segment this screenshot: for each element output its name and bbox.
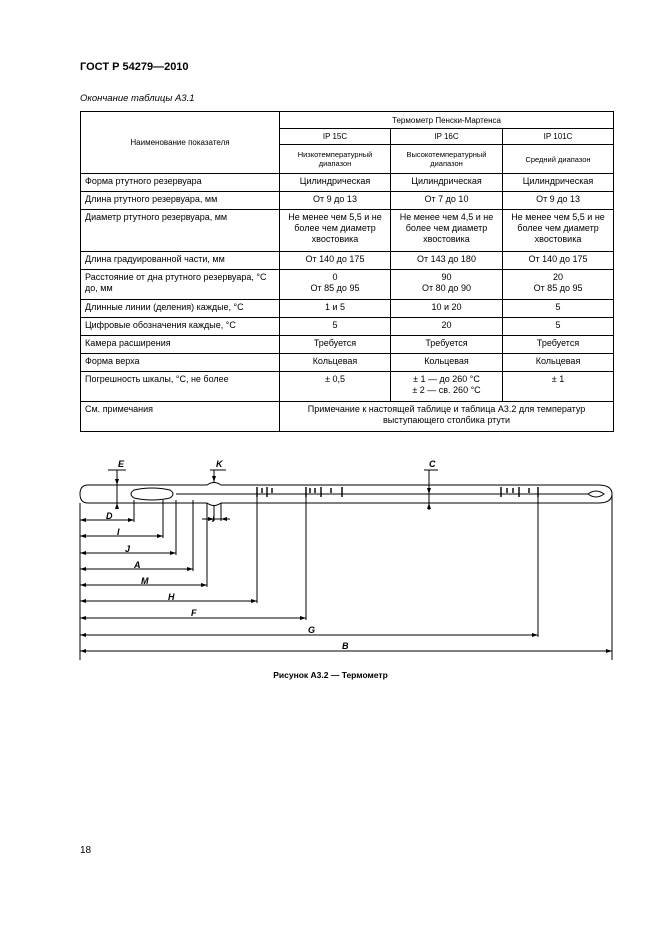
header-range: Низкотемпературный диапазон	[280, 145, 391, 174]
row-value: От 143 до 180	[391, 252, 503, 270]
row-name: Камера расширения	[81, 336, 280, 354]
row-value: 10 и 20	[391, 300, 503, 318]
row-value: Не менее чем 5,5 и не более чем диаметр хвостовика	[503, 210, 614, 252]
table-row	[81, 174, 614, 192]
label-H: H	[168, 592, 175, 602]
row-value: Требуется	[280, 336, 391, 354]
table-row	[81, 318, 614, 336]
label-J: J	[125, 544, 131, 554]
thermometer-figure	[0, 452, 661, 667]
document-header: ГОСТ Р 54279—2010	[80, 61, 189, 73]
table-row	[81, 210, 614, 252]
row-value: 5	[503, 318, 614, 336]
row-value: От 9 до 13	[503, 192, 614, 210]
table-row	[81, 252, 614, 270]
header-group: Термометр Пенски-Мартенса	[280, 112, 614, 129]
row-value: Цилиндрическая	[503, 174, 614, 192]
label-C: C	[429, 459, 436, 469]
row-value: ± 1 — до 260 °С ± 2 — св. 260 °С	[391, 372, 503, 402]
row-value: 5	[503, 300, 614, 318]
row-value: Цилиндрическая	[280, 174, 391, 192]
row-value: Цилиндрическая	[391, 174, 503, 192]
row-value: ± 0,5	[280, 372, 391, 402]
row-value: 0 От 85 до 95	[280, 270, 391, 300]
table-row	[81, 372, 614, 402]
table-row	[81, 354, 614, 372]
label-K: K	[216, 459, 223, 469]
page-number: 18	[80, 845, 92, 856]
row-name: Форма верха	[81, 354, 280, 372]
row-name: Расстояние от дна ртутного резервуара, °С до, мм	[81, 270, 280, 300]
row-value: 5	[280, 318, 391, 336]
row-name: Длина ртутного резервуара, мм	[81, 192, 280, 210]
table-row	[81, 270, 614, 300]
row-name: Цифровые обозначения каждые, °С	[81, 318, 280, 336]
row-value: 1 и 5	[280, 300, 391, 318]
table-row	[81, 192, 614, 210]
row-value: 20 От 85 до 95	[503, 270, 614, 300]
row-value: От 9 до 13	[280, 192, 391, 210]
label-F: F	[191, 608, 197, 618]
label-I: I	[117, 527, 120, 537]
row-name: Форма ртутного резервуара	[81, 174, 280, 192]
table-row	[81, 300, 614, 318]
row-value: Не менее чем 4,5 и не более чем диаметр хвостовика	[391, 210, 503, 252]
row-name: Диаметр ртутного резервуара, мм	[81, 210, 280, 252]
row-value: Кольцевая	[280, 354, 391, 372]
spec-table	[80, 111, 614, 432]
row-value: Не менее чем 5,5 и не более чем диаметр хвостовика	[280, 210, 391, 252]
label-M: M	[141, 576, 149, 586]
table-row	[81, 336, 614, 354]
row-value: 90 От 80 до 90	[391, 270, 503, 300]
row-name: Длина градуированной части, мм	[81, 252, 280, 270]
row-value: От 140 до 175	[503, 252, 614, 270]
header-range: Высокотемпературный диапазон	[391, 145, 503, 174]
notes-text: Примечание к настоящей таблице и таблица А3.2 для температур выступающего столбика ртути	[280, 402, 614, 432]
header-model: IP 16C	[391, 129, 503, 145]
label-D: D	[106, 511, 113, 521]
row-name: Длинные линии (деления) каждые, °С	[81, 300, 280, 318]
header-model: IP 15C	[280, 129, 391, 145]
label-E: E	[118, 459, 125, 469]
row-value: Требуется	[391, 336, 503, 354]
row-value: 20	[391, 318, 503, 336]
row-value: Кольцевая	[503, 354, 614, 372]
notes-label: См. примечания	[81, 402, 280, 432]
row-value: От 140 до 175	[280, 252, 391, 270]
row-value: ± 1	[503, 372, 614, 402]
row-name: Погрешность шкалы, °С, не более	[81, 372, 280, 402]
row-value: Требуется	[503, 336, 614, 354]
header-range: Средний диапазон	[503, 145, 614, 174]
row-value: От 7 до 10	[391, 192, 503, 210]
label-G: G	[308, 625, 316, 635]
figure-caption: Рисунок А3.2 — Термометр	[273, 670, 388, 680]
row-value: Кольцевая	[391, 354, 503, 372]
label-A: A	[134, 560, 141, 570]
header-param: Наименование показателя	[81, 112, 280, 174]
header-model: IP 101C	[503, 129, 614, 145]
label-l: l	[212, 514, 215, 524]
table-caption: Окончание таблицы А3.1	[80, 93, 195, 104]
label-B: B	[342, 641, 349, 651]
